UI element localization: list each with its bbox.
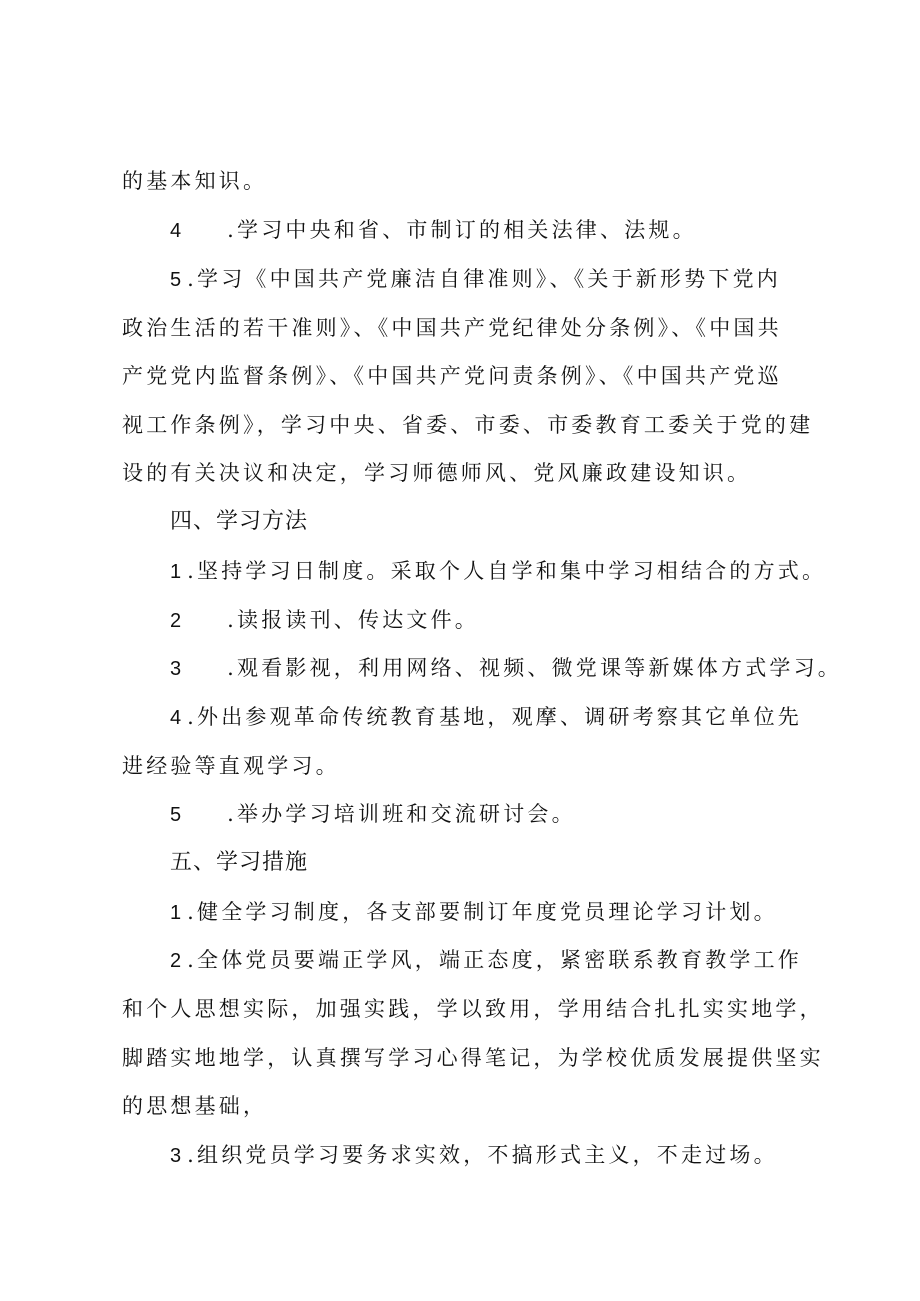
line-text: 脚踏实地地学，认真撰写学习心得笔记，为学校优质发展提供坚实 [122,1046,824,1070]
paragraph-line [122,410,813,440]
item-text: .学习中央和省、市制订的相关法律、法规。 [227,218,697,242]
list-item-1 [170,897,778,928]
list-item-1 [170,556,826,587]
item-text: .外出参观革命传统教育基地，观摩、调研考察其它单位先 [187,705,802,729]
list-item-3 [170,653,842,684]
line-text: 产党党内监督条例》、《中国共产党问责条例》、《中国共产党巡 [122,364,782,388]
list-item-4 [170,215,697,246]
list-item-3 [170,1140,778,1171]
line-text: 进经验等直观学习。 [122,754,340,778]
item-number: 4 [170,707,182,729]
item-text: .读报读刊、传达文件。 [227,608,479,632]
item-text: .坚持学习日制度。采取个人自学和集中学习相结合的方式。 [187,559,827,583]
line-text: 的基本知识。 [122,169,268,193]
item-number: 4 [170,220,182,242]
item-number: 1 [170,902,182,924]
item-number: 2 [170,950,182,972]
item-text: .组织党员学习要务求实效，不搞形式主义，不走过场。 [187,1143,778,1167]
paragraph-line [122,458,751,488]
item-number: 5 [170,804,182,826]
item-text: .举办学习培训班和交流研讨会。 [227,802,576,826]
paragraph-line [122,361,782,391]
item-number: 2 [170,610,182,632]
line-text: 视工作条例》，学习中央、省委、市委、市委教育工委关于党的建 [122,413,814,437]
item-text: .观看影视，利用网络、视频、微党课等新媒体方式学习。 [227,656,842,680]
item-text: .学习《中国共产党廉洁自律准则》、《关于新形势下党内 [187,267,781,291]
line-text: 设的有关决议和决定，学习师德师风、党风廉政建设知识。 [122,461,752,485]
list-item-2 [170,605,479,636]
item-number: 5 [170,269,182,291]
paragraph-line [122,1043,824,1073]
item-number: 3 [170,1145,182,1167]
list-item-5 [170,799,576,830]
item-number: 3 [170,658,182,680]
list-item-2 [170,945,802,976]
item-text: .全体党员要端正学风，端正态度，紧密联系教育教学工作 [187,948,802,972]
list-item-5 [170,264,781,295]
paragraph-line [122,1091,267,1121]
line-text: 政治生活的若干准则》、《中国共产党纪律处分条例》、《中国共 [122,316,782,340]
item-number: 1 [170,561,182,583]
paragraph-line [122,751,340,781]
line-text: 的思想基础， [122,1094,268,1118]
section-heading-methods: 四、学习方法 [170,509,309,534]
line-text: 和个人思想实际，加强实践，学以致用，学用结合扎扎实实地学， [122,997,824,1021]
item-text: .健全学习制度，各支部要制订年度党员理论学习计划。 [187,900,778,924]
paragraph-line [122,166,267,196]
list-item-4 [170,702,802,733]
paragraph-line [122,994,824,1024]
section-heading-measures: 五、学习措施 [170,850,309,875]
paragraph-line [122,313,782,343]
